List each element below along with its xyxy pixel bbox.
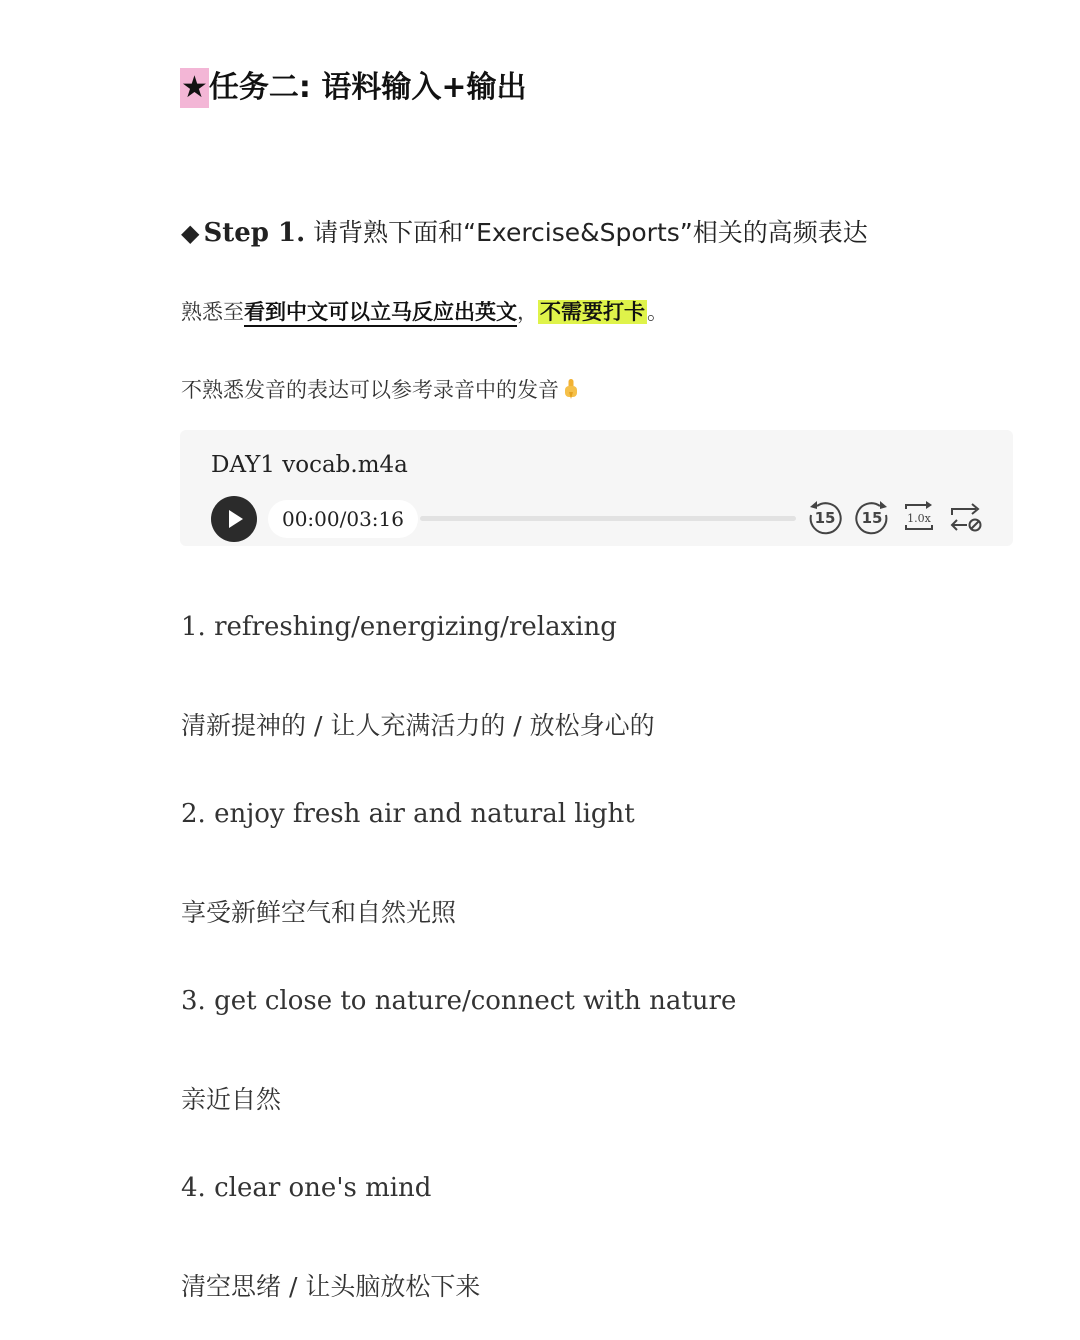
vocab-en-2: 2. enjoy fresh air and natural light	[181, 799, 635, 829]
star-icon: ★	[180, 68, 209, 108]
task-title-text: 任务二: 语料输入+输出	[208, 70, 527, 105]
loop-button[interactable]	[947, 498, 985, 536]
vocab-zh-3: 亲近自然	[181, 1085, 282, 1114]
rewind-15-icon	[806, 498, 844, 536]
diamond-icon: ◆	[181, 219, 200, 247]
rewind-label: 15	[814, 509, 836, 527]
familiar-highlight: 不需要打卡	[540, 300, 645, 324]
forward-15-icon	[853, 498, 891, 536]
vocab-zh-4: 清空思绪 / 让头脑放松下来	[181, 1272, 481, 1301]
vocab-en-3: 3. get close to nature/connect with nature	[181, 986, 737, 1016]
play-button[interactable]	[211, 496, 257, 542]
progress-track[interactable]	[420, 516, 796, 521]
speed-icon	[900, 498, 938, 536]
familiar-underlined: 看到中文可以立马反应出英文	[244, 300, 517, 327]
forward-15-button[interactable]	[853, 498, 891, 536]
vocab-zh-1: 清新提神的 / 让人充满活力的 / 放松身心的	[181, 711, 655, 740]
vocab-en-4: 4. clear one's mind	[181, 1173, 432, 1203]
familiar-comma: ，	[517, 300, 538, 324]
forward-label: 15	[861, 509, 883, 527]
rewind-15-button[interactable]	[806, 498, 844, 536]
familiar-prefix: 熟悉至	[181, 300, 244, 324]
reference-text: 不熟悉发音的表达可以参考录音中的发音	[181, 378, 559, 402]
pointing-down-icon	[563, 378, 579, 400]
speed-button[interactable]	[900, 498, 938, 536]
speed-label: 1.0x	[907, 512, 931, 525]
audio-filename: DAY1 vocab.m4a	[211, 452, 408, 478]
familiar-instruction	[181, 296, 668, 328]
step-label: Step 1.	[203, 218, 306, 248]
step-text: 请背熟下面和“Exercise&Sports”相关的高频表达	[313, 218, 868, 247]
task-title	[180, 68, 526, 108]
audio-player	[180, 430, 1013, 546]
audio-time: 00:00/03:16	[268, 500, 418, 538]
reference-instruction	[181, 374, 579, 406]
loop-icon	[947, 498, 985, 536]
familiar-period: 。	[647, 300, 668, 324]
vocab-en-1: 1. refreshing/energizing/relaxing	[181, 612, 617, 642]
step-heading	[181, 214, 868, 252]
vocab-zh-2: 享受新鲜空气和自然光照	[181, 898, 457, 927]
